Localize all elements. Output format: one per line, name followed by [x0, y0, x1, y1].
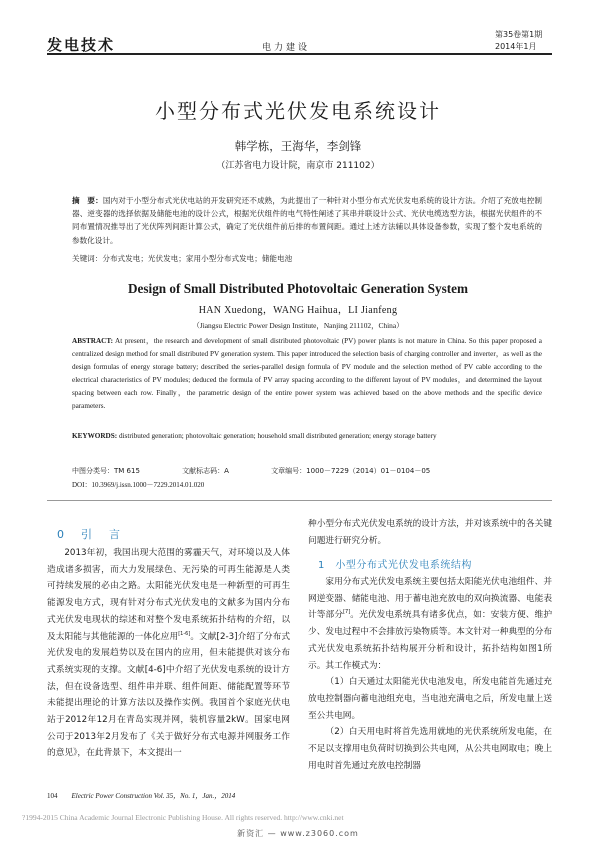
intro-text-1: 2013年初，我国出现大范围的雾霾天气，对环境以及人体造成诸多损害，而大力发展绿色、无污染的可再生能源是人类可持续发展的必由之路。太阳能光伏发电是一种新型的可再生能源发电方式，现有针对分布式光伏发电的文献多为国内分布式光伏发电现状的综述和对整个发电系统拓扑结构的介绍，以及太阳能与其他能源的一体化应用	[47, 548, 290, 642]
copyright-line: ?1994-2015 China Academic Journal Electronic Publishing House. All rights reserved. http://www.cnki.net	[22, 813, 344, 822]
journal-citation: Electric Power Construction Vol. 35，No. 1，Jan.，2014	[71, 792, 236, 800]
issue-date: 2014年1月	[495, 42, 537, 51]
volume-label: 第35卷第1期	[495, 30, 543, 39]
article-number: 文章编号：1000－7229（2014）01－0104－05	[271, 467, 431, 475]
section-heading-structure: 1 小型分布式光伏发电系统结构	[318, 560, 472, 571]
intro-tail: 种小型分布式光伏发电系统的设计方法，并对该系统中的各关键问题进行研究分析。	[308, 519, 552, 546]
abstract-en	[72, 335, 542, 414]
authors-cn: 韩学栋，王海华，李剑锋	[234, 139, 362, 153]
mode-item-2: （2）白天用电时将首先选用就地的光伏系统所发电能，在不足以支撑用电负荷时切换到公共电网，从公共电网取电；晚上用电时首先通过充放电控制器	[308, 727, 552, 771]
paper-title-en: Design of Small Distributed Photovoltaic Generation System	[128, 281, 468, 296]
keywords-en-label: KEYWORDS:	[72, 432, 118, 440]
clc-number: 中图分类号：TM 615	[72, 467, 140, 475]
mode-item-1: （1）白天通过太阳能光伏电池发电，所发电能首先通过充放电控制器向蓄电池组充电，当电池充满电之后，所发电量上送至公共电网。	[308, 677, 552, 721]
abstract-en-text: At present，the research and development of small distributed photovoltaic (PV) power plants is not mature in China. So this paper proposed a centralized design method for small distributed PV generation system. This paper introduced the selection basis of charging controller and inverter，as well as the design formulas of energy storage battery; described the series-parallel design formula of PV module and the selection method of PV cable according to the electrical characteristics of PV modules; deduced the formula of PV array spacing according to the different layout of PV modules，and determined the layout spacing between each row. Finally，the parametric design of the entire power system was achieved based on the above methods and the specific device parameters.	[72, 337, 542, 411]
abstract-en-label: ABSTRACT:	[72, 337, 114, 345]
abstract-cn-label: 摘 要：	[72, 196, 103, 205]
abstract-cn-text: 国内对于小型分布式光伏电站的开发研究还不成熟，为此提出了一种针对小型分布式光伏发电系统的设计方法。介绍了充放电控制器、逆变器的选择依据及储能电池的设计公式，根据光伏组件的电气特性阐述了其串并联设计公式、光伏电缆选型方法，根据光伏组件的不同布置情况推导出了光伏阵列间距计算公式，确定了光伏组件前后排的布置间距。通过上述方法辅以具体设备参数，实现了整个发电系统的参数化设计。	[72, 196, 542, 245]
keywords-cn-label: 关键词：	[72, 254, 103, 263]
structure-text: 家用分布式光伏发电系统主要包括太阳能光伏电池组件、并网逆变器、储能电池、用于蓄电池充放电的双向换流器、电能表计等部分	[308, 577, 552, 621]
keywords-cn	[72, 253, 542, 264]
authors-en: HAN Xuedong，WANG Haihua，LI Jianfeng	[198, 305, 398, 316]
watermark-text: 新资汇 — www.z3060.com	[237, 829, 359, 838]
intro-text-2: 。文献[2-3]介绍了分布式光伏发电的发展趋势以及在国内的应用，但未能提供对该分布式系统实现的支撑。文献[4-6]中介绍了光伏发电系统的设计方法，但在设备选型、组件串并联、组件间距、储能配置等环节未能提出理论的计算方法以及操作实例。我国首个家庭光伏电站于2012年12月在青岛实现并网，装机容量2kW。国家电网公司于2013年2月发布了《关于做好分布式电源并网服务工作的意见》，在此背景下，本文提出一	[47, 631, 291, 759]
header-rule	[47, 53, 552, 55]
structure-text-tail: 。光伏发电系统具有诸多优点，如：安装方便、维护少、发电过程中不会排放污染物质等。本文针对一种典型的分布式光伏发电系统拓扑结构展开分析和设计，拓扑结构如图1所示。其工作模式为：	[308, 610, 553, 671]
classification-line	[72, 466, 470, 476]
right-column	[308, 516, 552, 549]
structure-paragraph	[308, 574, 552, 674]
keywords-cn-text: 分布式发电；光伏发电；家用小型分布式发电；储能电池	[102, 254, 293, 263]
journal-subtitle: 电力建设	[262, 43, 311, 53]
document-code: 文献标志码：A	[182, 467, 229, 475]
keywords-en	[72, 430, 542, 443]
right-column-body	[308, 574, 552, 774]
citation-1-6: [1-6]	[178, 630, 191, 637]
affiliation-en: （Jiangsu Electric Power Design Institute，Nanjing 211102，China）	[192, 321, 404, 330]
paper-title-cn: 小型分布式光伏发电系统设计	[155, 99, 441, 123]
section-heading-intro: 0 引 言	[57, 528, 123, 541]
intro-paragraph	[47, 545, 290, 762]
journal-name: 发电技术	[47, 36, 116, 54]
left-column	[47, 545, 290, 762]
abstract-cn	[72, 194, 542, 247]
keywords-en-text: distributed generation; photovoltaic generation; household small distributed generation; energy storage battery	[117, 432, 437, 440]
affiliation-cn: （江苏省电力设计院，南京市 211102）	[216, 161, 380, 171]
citation-7: [7]	[343, 609, 351, 616]
page-footer	[47, 791, 235, 801]
doi: DOI：10.3969/j.issn.1000－7229.2014.01.020	[72, 481, 205, 489]
page-number: 104	[47, 792, 58, 800]
body-divider	[47, 500, 552, 501]
issue-info	[495, 29, 542, 53]
